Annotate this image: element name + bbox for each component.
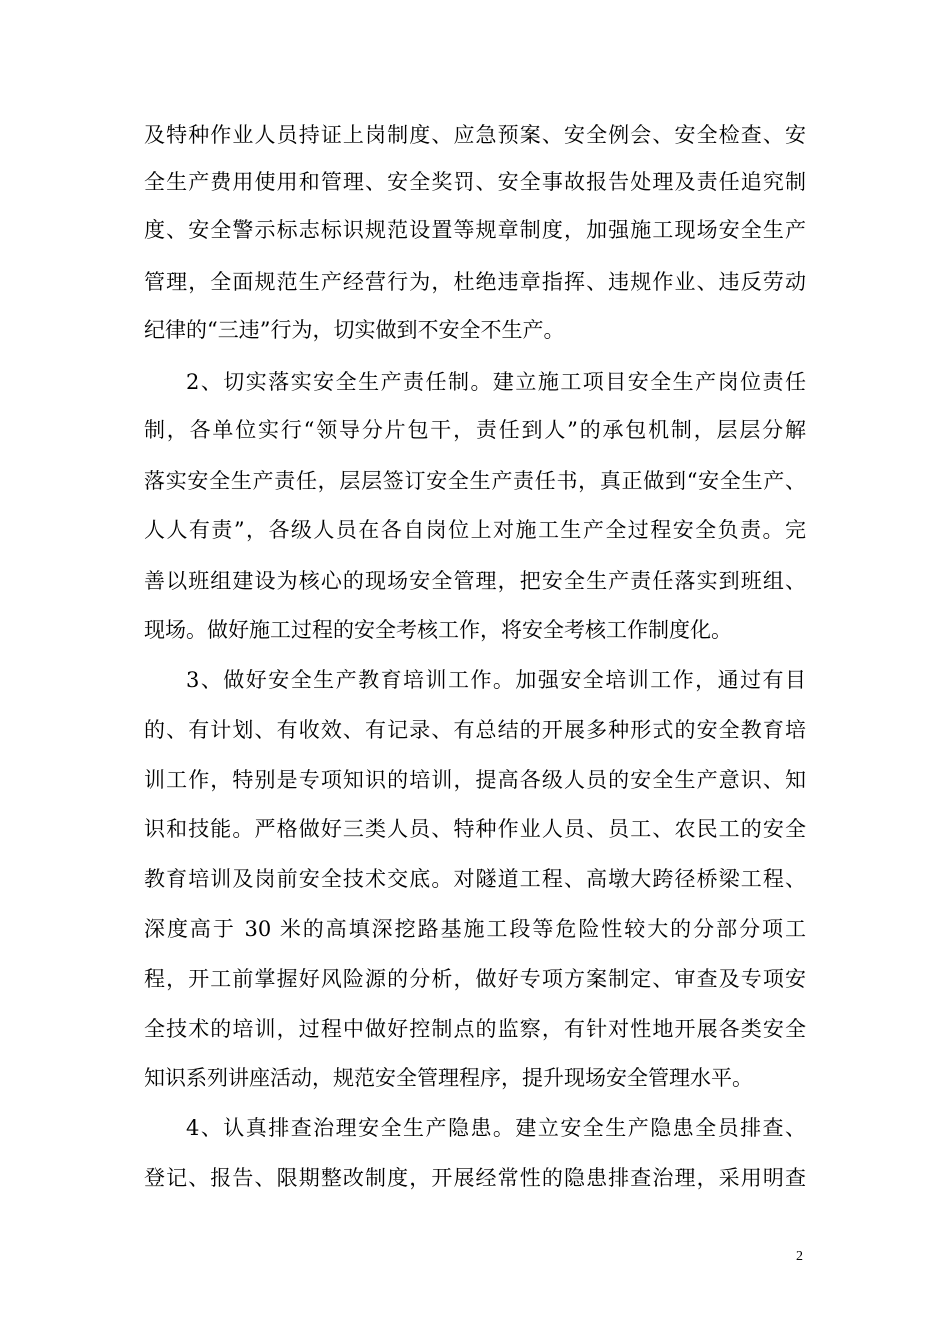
text-line: 善以班组建设为核心的现场安全管理，把安全生产责任落实到班组、	[144, 569, 806, 593]
text-line: 现场。做好施工过程的安全考核工作，将安全考核工作制度化。	[144, 618, 732, 642]
text-line: 训工作，特别是专项知识的培训，提高各级人员的安全生产意识、知	[144, 768, 806, 792]
text-line: 人人有责”，各级人员在各自岗位上对施工生产全过程安全负责。完	[144, 518, 806, 542]
text-line: 及特种作业人员持证上岗制度、应急预案、安全例会、安全检查、安	[144, 123, 806, 147]
text-line: 度、安全警示标志标识规范设置等规章制度，加强施工现场安全生产	[144, 218, 806, 242]
text-line: 深度高于 30 米的高填深挖路基施工段等危险性较大的分部分项工	[144, 917, 806, 941]
text-line: 全生产费用使用和管理、安全奖罚、安全事故报告处理及责任追究制	[144, 170, 806, 194]
text-line: 教育培训及岗前安全技术交底。对隧道工程、高墩大跨径桥梁工程、	[144, 867, 806, 891]
text-line: 识和技能。严格做好三类人员、特种作业人员、员工、农民工的安全	[144, 817, 806, 841]
text-line: 程，开工前掌握好风险源的分析，做好专项方案制定、审查及专项安	[144, 967, 806, 991]
text-line: 落实安全生产责任，层层签订安全生产责任书，真正做到“安全生产、	[144, 469, 806, 493]
paragraph-4-start: 4、认真排查治理安全生产隐患。建立安全生产隐患全员排查、	[186, 1116, 806, 1140]
text-line: 纪律的“三违”行为，切实做到不安全不生产。	[144, 318, 565, 342]
text-line: 全技术的培训，过程中做好控制点的监察，有针对性地开展各类安全	[144, 1017, 806, 1041]
paragraph-2-start: 2、切实落实安全生产责任制。建立施工项目安全生产岗位责任	[186, 370, 806, 394]
text-line: 知识系列讲座活动，规范安全管理程序，提升现场安全管理水平。	[144, 1066, 753, 1090]
text-line: 的、有计划、有收效、有记录、有总结的开展多种形式的安全教育培	[144, 718, 806, 742]
text-line: 登记、报告、限期整改制度，开展经常性的隐患排查治理，采用明查	[144, 1166, 806, 1190]
page-number: 2	[796, 1249, 803, 1264]
paragraph-3-start: 3、做好安全生产教育培训工作。加强安全培训工作，通过有目	[186, 668, 806, 692]
text-line: 制，各单位实行“领导分片包干，责任到人”的承包机制，层层分解	[144, 418, 806, 442]
text-line: 管理，全面规范生产经营行为，杜绝违章指挥、违规作业、违反劳动	[144, 270, 806, 294]
